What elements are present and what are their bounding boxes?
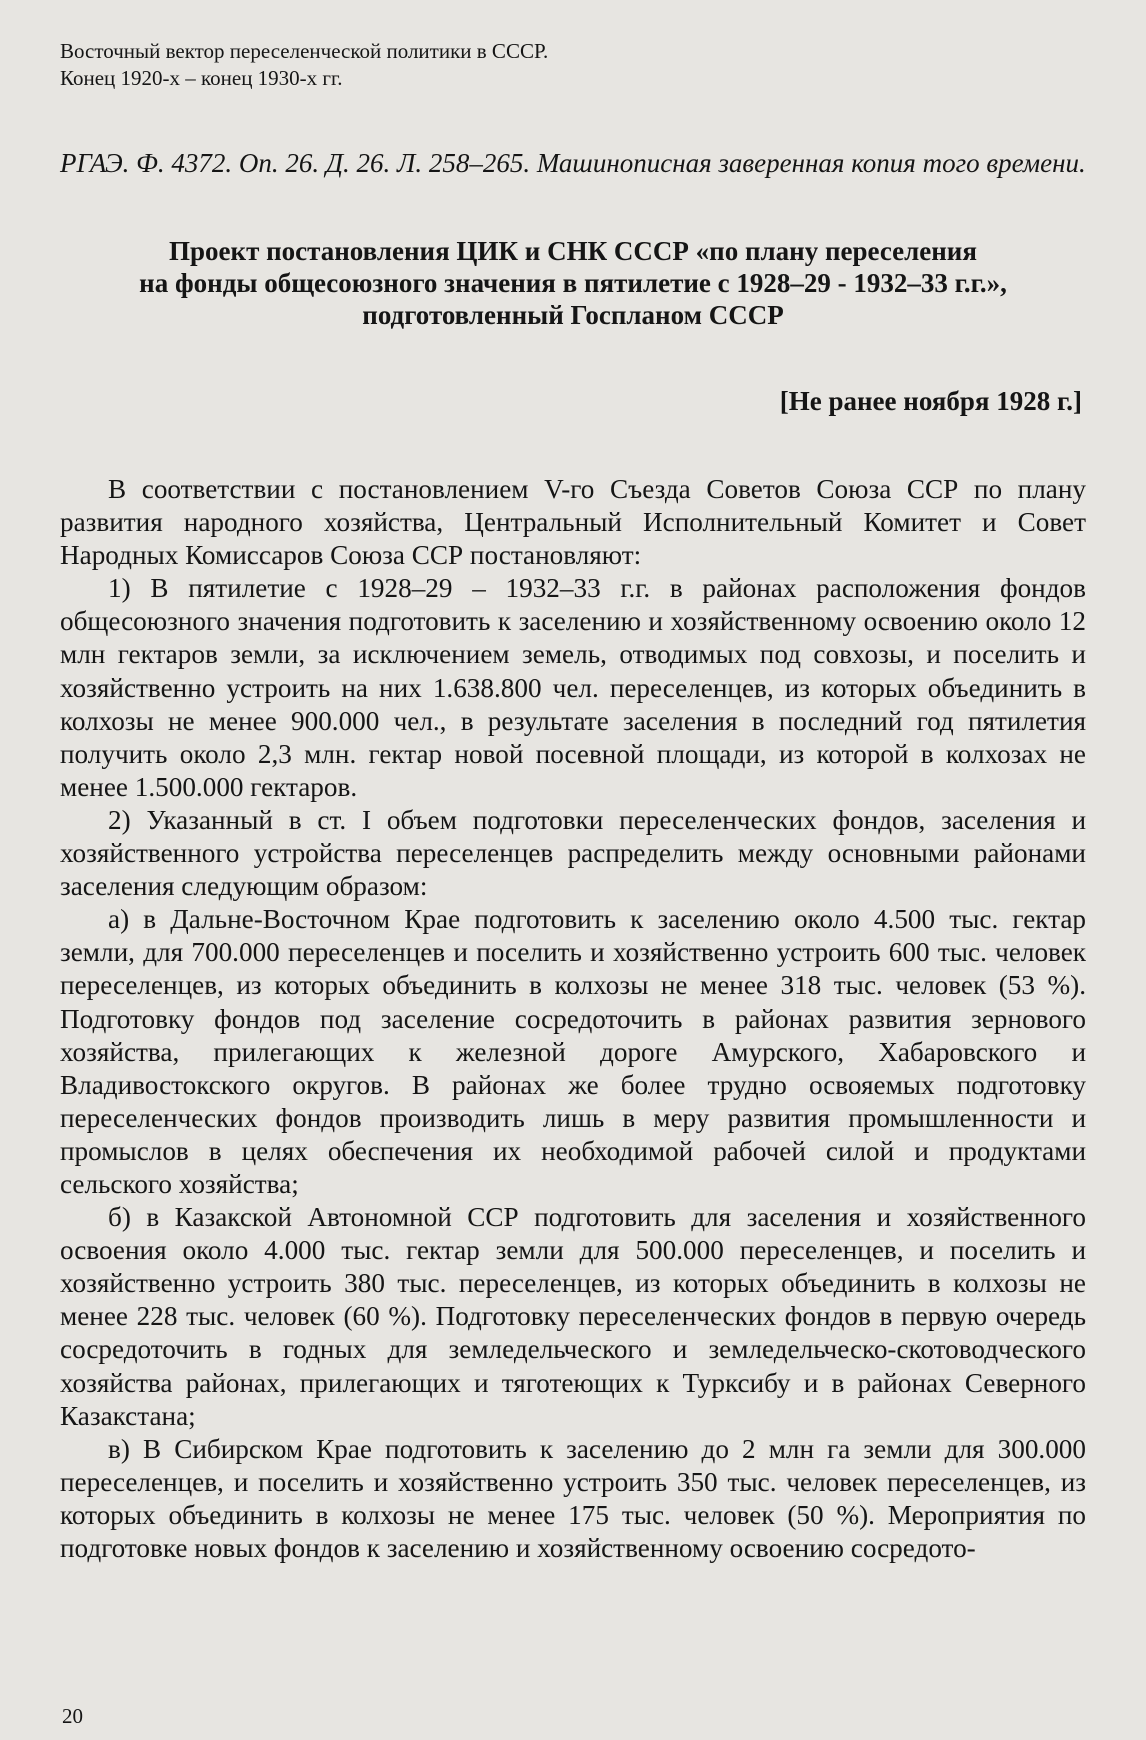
running-header bbox=[60, 38, 1086, 92]
archive-source: РГАЭ. Ф. 4372. Оп. 26. Д. 26. Л. 258–265. Машинописная заверенная копия того времени. bbox=[60, 148, 1086, 178]
title-line-2: на фонды общесоюзного значения в пятилетие с 1928–29 - 1932–33 г.г.», bbox=[139, 268, 1007, 298]
title-line-1: Проект постановления ЦИК и СНК СССР «по плану переселения bbox=[169, 236, 977, 266]
paragraph-article-2: 2) Указанный в ст. I объем подготовки переселенческих фондов, заселения и хозяйственного устройства переселенцев распределить между основными районами заселения следующим образом: bbox=[60, 804, 1086, 902]
paragraph-article-1: 1) В пятилетие с 1928–29 – 1932–33 г.г. в районах расположения фондов общесоюзного значения подготовить к заселению и хозяйственному освоению около 12 млн гектаров земли, за исключением земель, отводимых под совхозы, и поселить и хозяйственно устроить на них 1.638.800 чел. переселенцев, из которых объединить в колхозы не менее 900.000 чел., в результате заселения в последний год пятилетия получить около 2,3 млн. гектар новой посевной площади, из которой в колхозах не менее 1.500.000 гектаров. bbox=[60, 573, 1086, 802]
paragraph-item-v: в) В Сибирском Крае подготовить к заселению до 2 млн га земли для 300.000 переселенцев, и поселить и хозяйственно устроить 350 тыс. человек переселенцев, из которых объединить в колхозы не менее 175 тыс. человек (50 %). Мероприятия по подготовке новых фондов к заселению и хозяйственному освоению сосредото- bbox=[60, 1433, 1086, 1563]
running-header-line-2: Конец 1920-х – конец 1930-х гг. bbox=[60, 66, 343, 90]
running-header-line-1: Восточный вектор переселенческой политики в СССР. bbox=[60, 39, 549, 63]
paragraph-preamble: В соответствии с постановлением V-го Съезда Советов Союза ССР по плану развития народного хозяйства, Центральный Исполнительный Комитет и Совет Народных Комиссаров Союза ССР постановляют: bbox=[60, 474, 1086, 571]
document-date: [Не ранее ноября 1928 г.] bbox=[779, 386, 1082, 416]
page-number: 20 bbox=[62, 1704, 83, 1728]
document-body bbox=[60, 473, 1086, 1565]
paragraph-item-a: а) в Дальне-Восточном Крае подготовить к заселению около 4.500 тыс. гектар земли, для 700.000 переселенцев и поселить и хозяйственно устроить 600 тыс. человек переселенцев, из которых объединить в колхозы не менее 318 тыс. человек (53 %). Подготовку фондов под заселение сосредоточить в районах развития зернового хозяйства, прилегающих к железной дороге Амурского, Хабаровского и Владивостокского округов. В районах же более трудно освояемых подготовку переселенческих фондов производить лишь в меру развития промышленности и промыслов в целях обеспечения их необходимой рабочей силой и продуктами сельского хозяйства; bbox=[60, 904, 1086, 1199]
title-line-3: подготовленный Госпланом СССР bbox=[362, 300, 784, 330]
document-title bbox=[60, 235, 1086, 331]
paragraph-item-b: б) в Казакской Автономной ССР подготовить для заселения и хозяйственного освоения около 4.000 тыс. гектар земли для 500.000 переселенцев, и поселить и хозяйственно устроить 380 тыс. переселенцев, из которых объединить в колхозы не менее 228 тыс. человек (60 %). Подготовку переселенческих фондов в первую очередь сосредоточить в годных для земледельческого и земледельческо-скотоводческого хозяйства районах, прилегающих и тяготеющих к Турксибу и в районах Северного Казакстана; bbox=[60, 1202, 1086, 1431]
